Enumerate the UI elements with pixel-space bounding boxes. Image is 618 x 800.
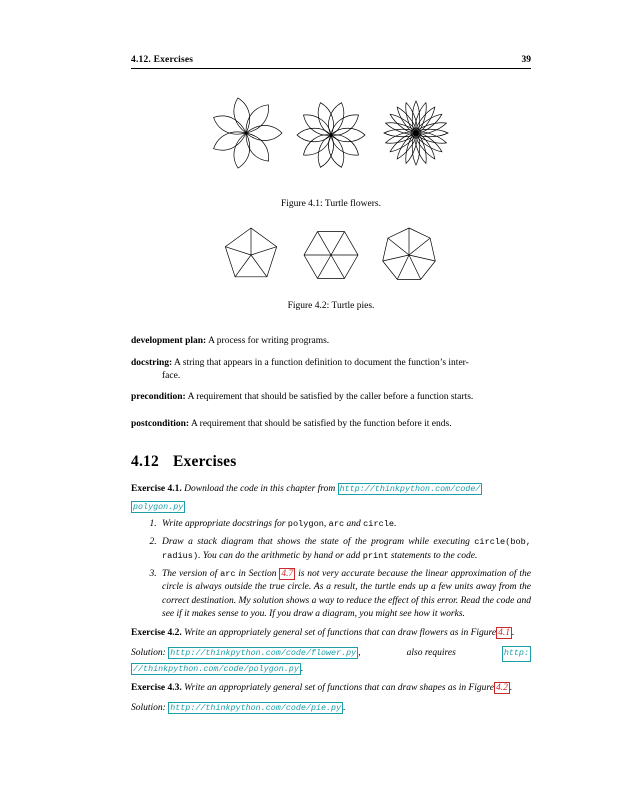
exercise-4-1 bbox=[131, 483, 531, 496]
exercise-text: Download the code in this chapter from bbox=[184, 484, 336, 495]
solution-period: . bbox=[300, 663, 304, 674]
figure-turtle-flowers bbox=[131, 89, 531, 209]
glossary-term: precondition: bbox=[131, 392, 186, 403]
section-title: Exercises bbox=[173, 453, 237, 471]
item-text: The version of bbox=[162, 569, 221, 580]
figure-caption-42: Figure 4.2: Turtle pies. bbox=[287, 301, 375, 311]
solution-label: Solution: bbox=[131, 648, 166, 659]
glossary-definition: A process for writing programs. bbox=[208, 336, 330, 346]
list-item bbox=[159, 568, 531, 621]
link-figure-4-1[interactable]: 4.1 bbox=[498, 628, 510, 639]
link-polygon-py[interactable]: http://thinkpython.com/code/ bbox=[339, 484, 481, 495]
header-section-title: 4.12. Exercises bbox=[131, 55, 194, 65]
exercise-4-2 bbox=[131, 627, 531, 640]
running-header bbox=[131, 55, 531, 69]
link-polygon-py-cont[interactable]: polygon.py bbox=[133, 502, 184, 513]
link-polygon-py-part1[interactable]: http: bbox=[502, 646, 531, 661]
link-pie-py[interactable]: http://thinkpython.com/code/pie.py bbox=[170, 703, 342, 714]
glossary-entry-postcondition bbox=[131, 418, 531, 431]
figure-turtle-pies bbox=[131, 225, 531, 311]
turtle-pies-drawing bbox=[216, 225, 446, 285]
glossary-entry-development-plan bbox=[131, 335, 531, 348]
solution-period: . bbox=[343, 703, 346, 714]
item-text: . bbox=[394, 519, 397, 530]
code-radius-arg: radius) bbox=[162, 550, 199, 561]
section-heading-exercises bbox=[131, 453, 531, 471]
figure-caption-41: Figure 4.1: Turtle flowers. bbox=[280, 199, 381, 209]
glossary-term: postcondition: bbox=[131, 419, 190, 430]
turtle-flowers-drawing bbox=[201, 89, 461, 177]
list-item bbox=[159, 536, 531, 563]
code-circle: circle bbox=[363, 519, 395, 530]
list-item bbox=[159, 518, 531, 531]
exercise-text: Write an appropriately general set of functions that can draw shapes as in Figure bbox=[184, 682, 494, 693]
item-text: in Section bbox=[235, 569, 280, 580]
glossary-definition: A requirement that should be satisfied by the function before it ends. bbox=[190, 419, 452, 430]
link-polygon-py-part2[interactable]: //thinkpython.com/code/polygon.py bbox=[133, 663, 299, 674]
exercise-label: Exercise 4.3. bbox=[131, 682, 182, 693]
code-circle-call: circle(bob, bbox=[474, 537, 531, 548]
exercise-label: Exercise 4.2. bbox=[131, 628, 182, 639]
item-text: statements to the code. bbox=[388, 550, 478, 561]
section-number: 4.12 bbox=[131, 453, 159, 471]
item-text: . You can do the arithmetic by hand or add bbox=[198, 550, 363, 561]
glossary-entry-precondition bbox=[131, 391, 531, 404]
code-print: print bbox=[362, 550, 389, 561]
page-content bbox=[131, 55, 531, 721]
item-text: is not very accurate because the linear approximation of the circle is always outside the true circle. As a result, the turtle ends up a few units away from the correct destination. My solution shows a way to reduce the effect of this error. Read the code and see if it makes sense to you. If you draw a diagram, you might see how it works. bbox=[162, 569, 531, 619]
link-figure-4-2[interactable]: 4.2 bbox=[496, 682, 508, 693]
exercise-text: Write an appropriately general set of functions that can draw flowers as in Figure bbox=[184, 628, 497, 639]
glossary-definition: A requirement that should be satisfied by the caller before a function starts. bbox=[187, 392, 474, 403]
item-text: Draw a stack diagram that shows the state of the program while executing bbox=[162, 537, 475, 548]
exercise-period: . bbox=[512, 628, 515, 639]
link-section-4-7[interactable]: 4.7 bbox=[281, 569, 294, 580]
link-flower-py[interactable]: http://thinkpython.com/code/flower.py bbox=[170, 648, 357, 659]
code-arc: arc bbox=[328, 519, 345, 530]
item-text: , bbox=[323, 519, 329, 530]
solution-4-3 bbox=[131, 701, 531, 716]
glossary-term: development plan: bbox=[131, 336, 207, 346]
exercise-4-1-items bbox=[131, 518, 531, 621]
exercise-period: . bbox=[509, 682, 513, 693]
exercise-label: Exercise 4.1. bbox=[131, 484, 182, 495]
glossary-definition-cont: face. bbox=[162, 370, 181, 381]
code-polygon: polygon bbox=[287, 519, 324, 530]
solution-also-requires: also requires bbox=[406, 648, 456, 659]
glossary-entry-docstring bbox=[131, 357, 531, 383]
glossary-definition: A string that appears in a function definition to document the function’s inter- bbox=[174, 357, 469, 368]
glossary-term: docstring: bbox=[131, 357, 173, 368]
item-text: Write appropriate docstrings for bbox=[162, 519, 288, 530]
code-arc: arc bbox=[220, 569, 236, 580]
page-number: 39 bbox=[521, 55, 531, 65]
solution-label: Solution: bbox=[131, 703, 166, 714]
item-text: and bbox=[344, 519, 364, 530]
exercise-4-3 bbox=[131, 682, 531, 695]
solution-comma: , bbox=[358, 648, 361, 659]
solution-4-2 bbox=[131, 646, 531, 677]
